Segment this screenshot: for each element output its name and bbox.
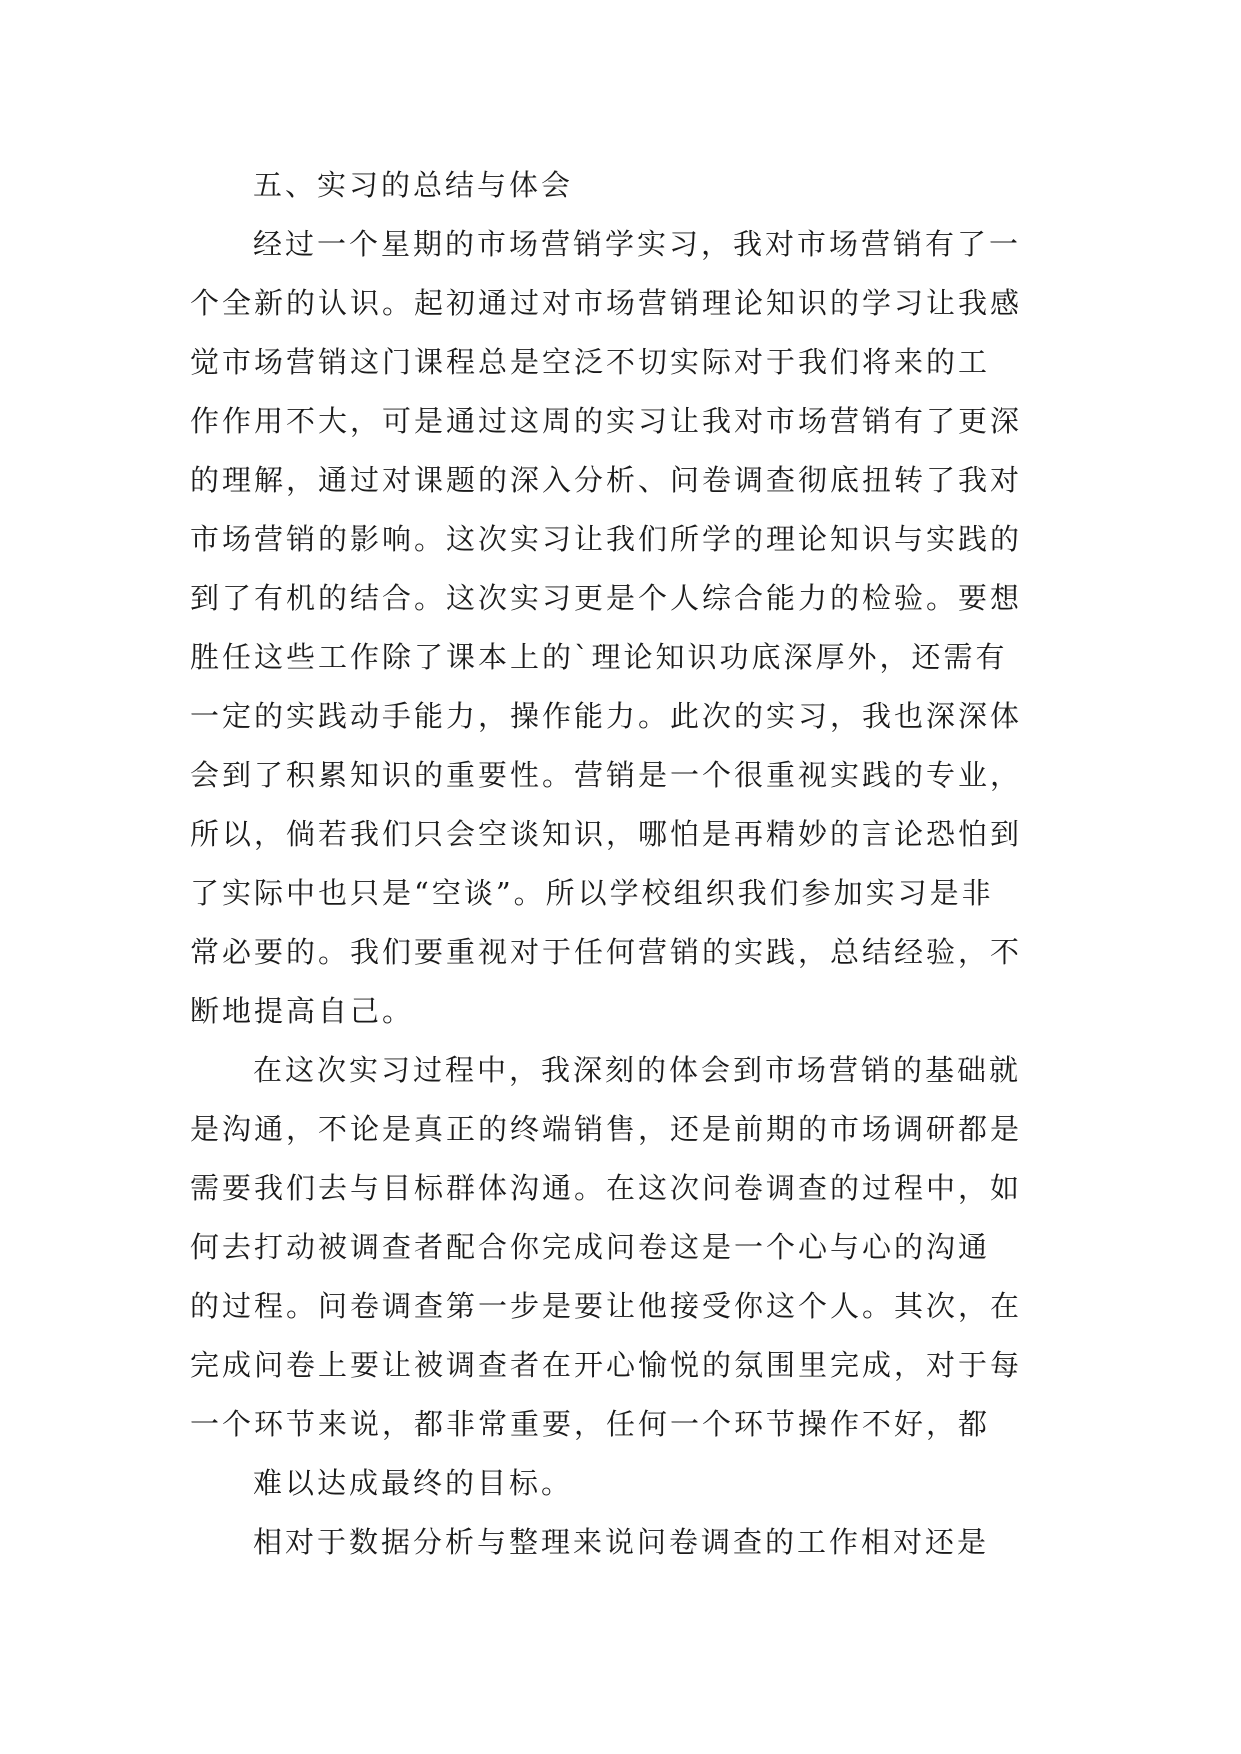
paragraph-line: 所以，倘若我们只会空谈知识，哪怕是再精妙的言论恐怕到 [190, 817, 1023, 851]
paragraph-line: 一个环节来说，都非常重要，任何一个环节操作不好，都 [190, 1407, 991, 1441]
paragraph-line: 何去打动被调查者配合你完成问卷这是一个心与心的沟通 [190, 1230, 991, 1264]
paragraph-line: 在这次实习过程中，我深刻的体会到市场营销的基础就 [253, 1053, 1022, 1087]
paragraph-line: 市场营销的影响。这次实习让我们所学的理论知识与实践的 [190, 522, 1023, 556]
section-heading: 五、实习的总结与体会 [253, 168, 574, 202]
paragraph-line: 断地提高自己。 [190, 994, 415, 1028]
paragraph-line: 会到了积累知识的重要性。营销是一个很重视实践的专业， [190, 758, 1023, 792]
paragraph-line: 的过程。问卷调查第一步是要让他接受你这个人。其次，在 [190, 1289, 1023, 1323]
paragraph-line: 到了有机的结合。这次实习更是个人综合能力的检验。要想 [190, 581, 1023, 615]
paragraph-line: 个全新的认识。起初通过对市场营销理论知识的学习让我感 [190, 286, 1023, 320]
paragraph-line: 难以达成最终的目标。 [253, 1466, 574, 1500]
paragraph-line: 需要我们去与目标群体沟通。在这次问卷调查的过程中，如 [190, 1171, 1023, 1205]
paragraph-line: 经过一个星期的市场营销学实习，我对市场营销有了一 [253, 227, 1022, 261]
paragraph-line: 胜任这些工作除了课本上的`理论知识功底深厚外，还需有 [190, 640, 1008, 674]
paragraph-line: 了实际中也只是“空谈”。所以学校组织我们参加实习是非 [190, 876, 994, 910]
paragraph-line: 常必要的。我们要重视对于任何营销的实践，总结经验，不 [190, 935, 1023, 969]
paragraph-line: 是沟通，不论是真正的终端销售，还是前期的市场调研都是 [190, 1112, 1023, 1146]
document-body [190, 156, 1050, 1572]
paragraph-line: 完成问卷上要让被调查者在开心愉悦的氛围里完成，对于每 [190, 1348, 1023, 1382]
paragraph-line: 觉市场营销这门课程总是空泛不切实际对于我们将来的工 [190, 345, 991, 379]
paragraph-line: 一定的实践动手能力，操作能力。此次的实习，我也深深体 [190, 699, 1023, 733]
paragraph-line: 相对于数据分析与整理来说问卷调查的工作相对还是 [253, 1525, 990, 1559]
paragraph-line: 作作用不大，可是通过这周的实习让我对市场营销有了更深 [190, 404, 1023, 438]
paragraph-line: 的理解，通过对课题的深入分析、问卷调查彻底扭转了我对 [190, 463, 1023, 497]
